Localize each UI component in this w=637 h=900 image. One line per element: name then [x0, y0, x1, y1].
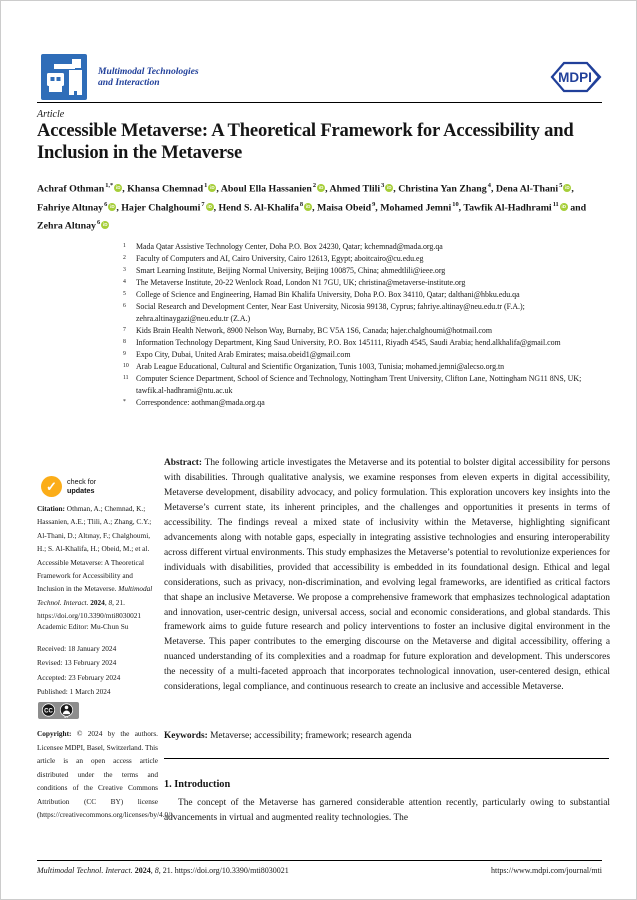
orcid-icon[interactable]: iD	[305, 203, 311, 209]
author-name: Maisa Obeid	[317, 201, 372, 213]
affiliation-item	[122, 289, 611, 301]
author-affiliation-superscript: 3	[381, 182, 385, 189]
copyright-text: © 2024 by the authors. Licensee MDPI, Basel, Switzerland. This article is an open access article distributed under the terms and conditions of the Creative Commons Attribution (CC BY) license (https://creativecommons.org/licenses/by/4.0/).	[37, 729, 175, 819]
keywords-label: Keywords:	[164, 731, 208, 741]
author-name: Hend S. Al-Khalifa	[218, 201, 299, 213]
keywords	[164, 731, 610, 741]
svg-text:CC: CC	[44, 708, 53, 715]
orcid-icon[interactable]: iD	[102, 222, 108, 228]
author-list: Achraf Othman$^{1,*}$ iD , Khansa Chemnad$^1$ iD , Aboul Ella Hassanien$^2$ iD , Ahmed Tlili$^3$ iD , Christina Yan Zhang$^4$, Dena Al-Thani$^5$ iD , Fahriye Altınay$^6$ iD , Hajer Chalghoumi$^7$ iD , Hend S. Al-Khalifa$^8$ iD , Maisa Obeid$^9$, Mohamed Jemni$^{10}$, Tawfik Al-Hadhrami$^{11}$ iD and Zehra Altınay$^6$ iD	[37, 182, 587, 232]
affiliation-marker: 5	[123, 291, 126, 297]
affiliation-marker: 3	[123, 267, 126, 273]
affiliation-marker: 1	[123, 243, 126, 249]
author-name: Zehra Altınay	[37, 220, 96, 232]
citation-volume: 8	[108, 597, 113, 607]
svg-text:MDPI: MDPI	[558, 70, 592, 85]
dates-block	[37, 642, 158, 699]
affiliation-text: Information Technology Department, King Saud University, P.O. Box 145111, Riyadh 4545, Saudi Arabia; hend.alkhalifa@gmail.com	[136, 338, 561, 347]
author-affiliation-superscript: 7	[201, 200, 205, 208]
affiliation-item	[122, 325, 611, 337]
author-affiliation-superscript: 11	[552, 200, 559, 208]
affiliation-text: College of Science and Engineering, Hamad Bin Khalifa University, Doha P.O. Box 34110, Qatar; dalthani@hbku.edu.qa	[136, 290, 520, 299]
paper-title: Accessible Metaverse: A Theoretical Framework for Accessibility and Inclusion in the Metaverse	[37, 120, 574, 163]
citation-block: Citation: Othman, A.; Chemnad, K.; Hassanien, A.E.; Tlili, A.; Zhang, C.Y.; Al-Thani, D.; Altınay, F.; Chalghoumi, H.; S. Al-Khalifa, H.; Obeid, M.; et al. Accessible Metaverse: A Theoretical Framework for Accessibility and Inclusion in the Metaverse. Multimodal Technol. Interact. 2024, 8, 21. https://doi.org/10.3390/mti8030021	[37, 504, 153, 621]
author-affiliation-superscript: 6	[104, 200, 108, 208]
affiliation-item	[122, 397, 611, 409]
copyright-block	[37, 727, 175, 822]
affiliation-item	[122, 241, 611, 253]
citation-year: 2024	[90, 597, 105, 607]
check-for-updates-label: check for updates	[67, 477, 97, 495]
author-name: Khansa Chemnad	[127, 183, 204, 195]
article-type-label: Article	[37, 109, 65, 120]
journal-header	[41, 53, 602, 101]
introduction-paragraph: The concept of the Metaverse has garnered considerable attention recently, particularly owing to substantial advancements in virtual and augmented reality technologies. The	[164, 798, 610, 823]
cc-by-badge[interactable]	[38, 702, 79, 724]
affiliation-marker: 9	[123, 351, 126, 357]
abstract	[164, 456, 610, 695]
mti-journal-logo-icon	[41, 54, 87, 100]
copyright-label: Copyright:	[37, 729, 72, 738]
affiliation-item	[122, 361, 611, 373]
affiliation-text: The Metaverse Institute, 20-22 Wenlock Road, London N1 7GU, UK; christina@metaverse-institute.org	[136, 278, 466, 287]
mdpi-logo	[540, 57, 602, 97]
affiliation-text: Social Research and Development Center, Near East University, Nicosia 99138, Cyprus; fahriye.altinay@neu.edu.tr (F.A.); zehra.altinaygazi@neu.edu.tr (Z.A.)	[136, 302, 525, 323]
affiliation-text: Expo City, Dubai, United Arab Emirates; maisa.obeid1@gmail.com	[136, 350, 351, 359]
affiliation-text: Arab League Educational, Cultural and Scientific Organization, Tunis 1003, Tunisia; mohamed.jemni@alecso.org.tn	[136, 362, 505, 371]
orcid-icon[interactable]: iD	[210, 185, 215, 191]
author-affiliation-superscript: 6	[96, 219, 101, 226]
affiliation-marker: *	[123, 399, 126, 405]
citation-journal: Multimodal Technol. Interact.	[37, 584, 153, 607]
section-divider	[164, 758, 609, 759]
abstract-text: The following article investigates the Metaverse and its potential to bolster digital accessibility for persons with disabilities. Through qualitative analysis, we examine responses from eleven experts in digital accessibility, Metaverse development, disability advocacy, and policy formulation. This exploration uncovers key insights into the Metaverse’s current state, its inherent principles, and the challenges and opportunities it presents in terms of accessibility. The findings reveal a mixed state of inclusivity within the Metaverse, highlighting significant advancements along with notable gaps, especially in integrating assistive technologies and ensuring interoperability across different virtual environments. This study emphasizes the Metaverse’s potential to revolutionize experiences for individuals with disabilities, provided that accessibility is embedded in its foundational design. Ethical and legal considerations, such as privacy, non-discrimination, and evolving legal frameworks, are identified as critical factors that shape an inclusive Metaverse. We propose a comprehensive framework that emphasizes technological adaptation and innovation, user-centric design, universal access, social and economic considerations, and global standards. This framework aims to guide future research and policy interventions to foster an inclusive digital environment in the Metaverse. This paper contributes to the emerging discourse on the Metaverse and digital accessibility, offering a nuanced understanding of its complexities and a roadmap for future exploration and development. This underscores the necessity of a multi-faceted approach that incorporates technological innovation, user-centered design, ethical considerations, legal compliance, and continuous research to create an inclusive and accessible Metaverse.	[164, 458, 610, 693]
affiliation-marker: 8	[123, 339, 126, 345]
orcid-icon[interactable]: iD	[318, 185, 324, 191]
orcid-icon[interactable]: iD	[561, 203, 566, 209]
affiliation-marker: 11	[123, 375, 129, 381]
orcid-icon[interactable]: iD	[110, 203, 115, 209]
affiliation-text: Faculty of Computers and AI, Cairo University, Cairo 12613, Egypt; aboitcairo@cu.edu.eg	[136, 254, 424, 263]
author-name: Ahmed Tlili	[329, 183, 381, 195]
author-name: Fahriye Altınay	[37, 201, 104, 213]
affiliation-text: Smart Learning Institute, Beijing Normal University, Beijing 100875, China; ahmedtlili@ieee.org	[136, 266, 446, 275]
orcid-icon[interactable]: iD	[565, 185, 570, 191]
author-affiliation-superscript: 2	[312, 182, 317, 189]
affiliation-item	[122, 337, 611, 349]
affiliation-marker: 4	[123, 279, 126, 285]
check-for-updates-badge[interactable]	[41, 476, 96, 497]
abstract-label: Abstract:	[164, 458, 203, 468]
affiliation-item	[122, 265, 611, 277]
author-affiliation-superscript: 1,*	[105, 182, 114, 189]
affiliation-text: Computer Science Department, School of Science and Technology, Nottingham Trent University, Clifton Lane, Nottingham NG11 8NS, UK; tawfik.al-hadhrami@ntu.ac.uk	[136, 374, 582, 395]
affiliation-item	[122, 349, 611, 361]
section-heading-introduction: 1. Introduction	[164, 779, 231, 790]
author-name: Dena Al-Thani	[495, 183, 559, 195]
affiliation-text: Kids Brain Health Network, 8900 Nelson Way, Burnaby, BC V5A 1S6, Canada; hajer.chalghoumi@hotmail.com	[136, 326, 492, 335]
journal-name-line1: Multimodal Technologies	[98, 65, 199, 77]
affiliation-marker: 7	[123, 327, 126, 333]
author-name: Aboul Ella Hassanien	[220, 183, 312, 195]
author-name: Christina Yan Zhang	[398, 183, 487, 195]
affiliation-marker: 6	[123, 303, 126, 309]
affiliation-text: Mada Qatar Assistive Technology Center, Doha P.O. Box 24230, Qatar; kchemnad@mada.org.qa	[136, 242, 443, 251]
author-affiliation-superscript: 4	[487, 182, 491, 189]
author-affiliation-superscript: 1	[204, 182, 208, 189]
keywords-text: Metaverse; accessibility; framework; research agenda	[210, 731, 412, 741]
affiliation-marker: 2	[123, 255, 126, 261]
author-name: Tawfik Al-Hadhrami	[463, 201, 552, 213]
affiliation-text: Correspondence: aothman@mada.org.qa	[136, 398, 265, 407]
footer-divider	[37, 860, 602, 861]
orcid-icon[interactable]: iD	[387, 185, 392, 191]
affiliation-item	[122, 253, 611, 265]
checkmark-icon: ✓	[41, 476, 62, 497]
affiliation-marker: 10	[123, 363, 129, 369]
svg-text:BY: BY	[64, 715, 69, 719]
affiliation-item	[122, 277, 611, 289]
author-affiliation-superscript: 9	[372, 200, 376, 208]
author-affiliation-superscript: 5	[559, 182, 563, 189]
footer-journal-url[interactable]: https://www.mdpi.com/journal/mti	[490, 866, 602, 875]
author-name: Mohamed Jemni	[380, 201, 452, 213]
date-line: Accepted: 23 February 2024	[37, 672, 121, 682]
journal-name-line2: and Interaction	[98, 77, 160, 88]
citation-doi-link[interactable]: https://doi.org/10.3390/mti8030021	[37, 611, 142, 621]
date-line: Published: 1 March 2024	[37, 686, 111, 696]
footer	[37, 866, 602, 875]
author-affiliation-superscript: 8	[299, 200, 304, 208]
date-line: Revised: 13 February 2024	[37, 658, 117, 668]
header-divider	[37, 102, 602, 103]
author-affiliation-superscript: 10	[452, 200, 459, 208]
citation-label: Citation:	[37, 504, 65, 513]
author-name: Achraf Othman	[37, 183, 105, 195]
footer-citation: Multimodal Technol. Interact. 2024, 8, 21. https://doi.org/10.3390/mti8030021	[37, 866, 289, 875]
journal-name	[98, 66, 199, 89]
date-line: Received: 18 January 2024	[37, 644, 117, 653]
affiliation-list	[122, 241, 611, 409]
orcid-icon[interactable]: iD	[207, 203, 212, 209]
citation-text: Othman, A.; Chemnad, K.; Hassanien, A.E.; Tlili, A.; Zhang, C.Y.; Al-Thani, D.; Altınay, F.; Chalghoumi, H.; S. Al-Khalifa, H.; Obeid, M.; et al. Accessible Metaverse: A Theoretical Framework for Accessibility and Inclusion in the Metaverse.	[37, 504, 152, 594]
affiliation-item	[122, 373, 611, 397]
academic-editor: Academic Editor: Mu-Chun Su	[37, 622, 129, 631]
orcid-icon[interactable]: iD	[115, 185, 121, 191]
author-name: Hajer Chalghoumi	[121, 201, 201, 213]
affiliation-item	[122, 301, 611, 325]
